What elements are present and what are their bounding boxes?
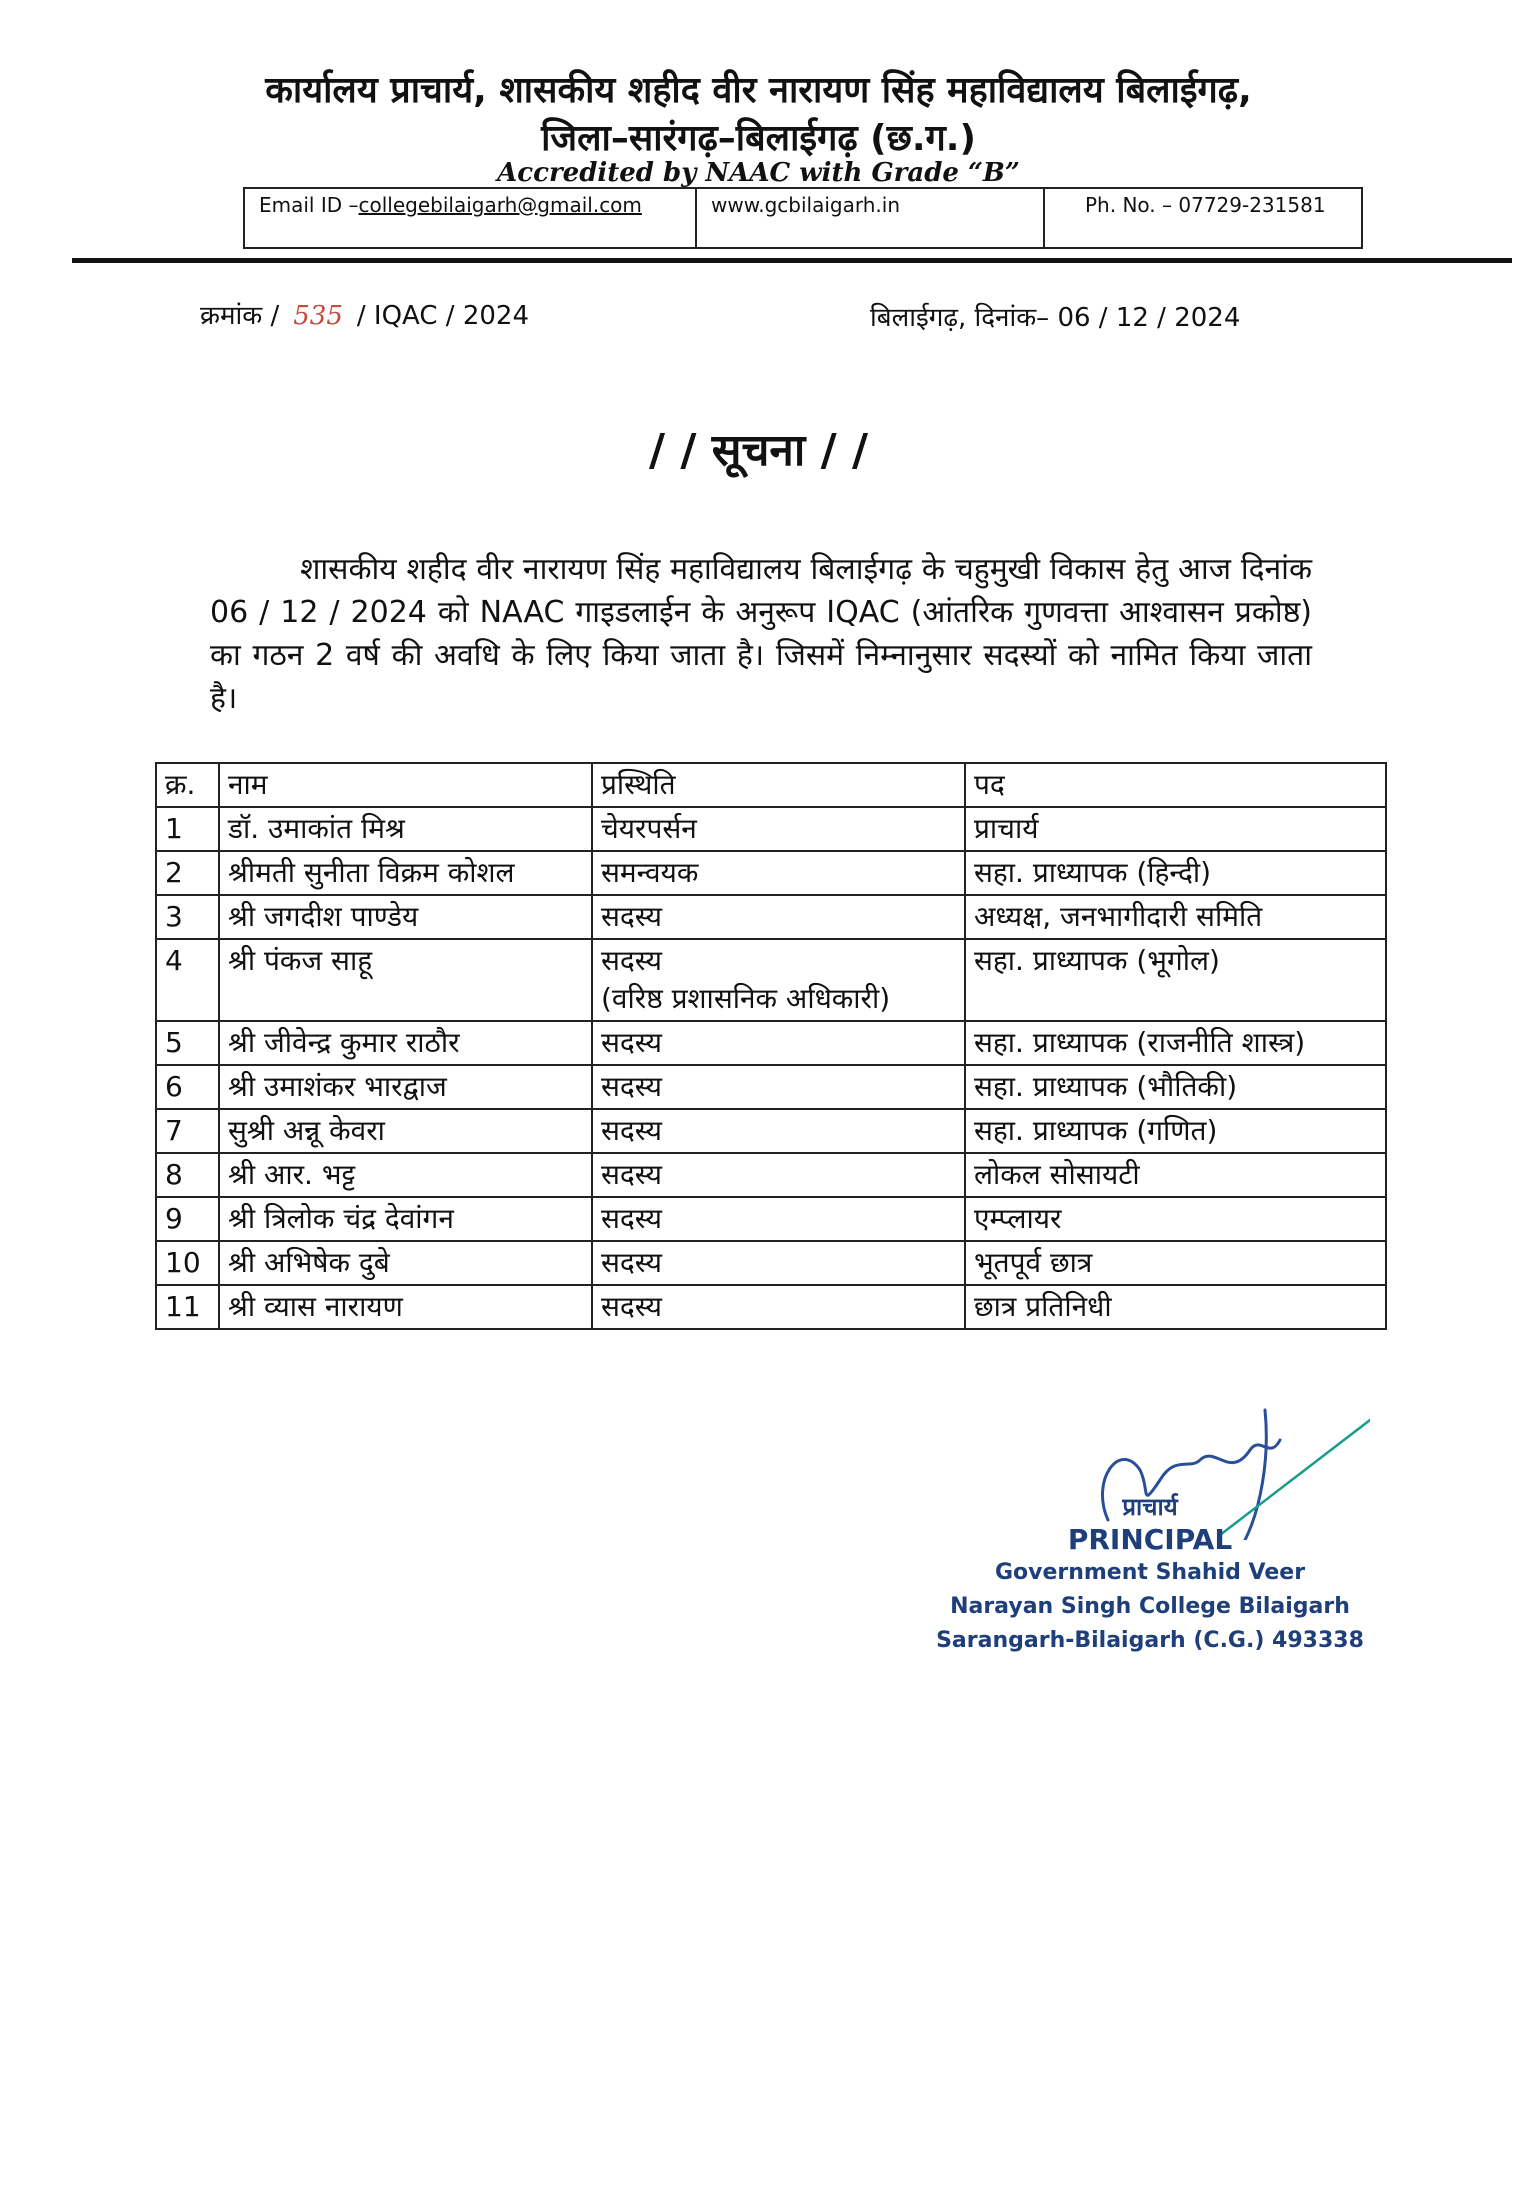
cell-name: श्री अभिषेक दुबे [219, 1241, 592, 1285]
stamp-hindi-title: प्राचार्य [1122, 1493, 1178, 1521]
cell-sn: 3 [156, 895, 219, 939]
cell-name: श्री जगदीश पाण्डेय [219, 895, 592, 939]
email-cell [245, 189, 695, 247]
cell-sn: 1 [156, 807, 219, 851]
cell-name: श्री त्रिलोक चंद्र देवांगन [219, 1197, 592, 1241]
cell-status: समन्वयक [592, 851, 965, 895]
accreditation-line: Accredited by NAAC with Grade “B” [497, 158, 1020, 188]
cell-name: सुश्री अन्नू केवरा [219, 1109, 592, 1153]
reference-prefix: क्रमांक / [200, 301, 280, 331]
cell-post: सहा. प्राध्यापक (गणित) [965, 1109, 1386, 1153]
stamp-title: PRINCIPAL [1067, 1523, 1233, 1556]
email-link[interactable]: collegebilaigarh@gmail.com [358, 193, 642, 217]
reference-date: बिलाईगढ़, दिनांक– 06 / 12 / 2024 [870, 303, 1241, 333]
phone-cell: Ph. No. – 07729-231581 [1043, 189, 1361, 247]
table-row [156, 807, 1386, 851]
cell-status: सदस्य [592, 1285, 965, 1329]
cell-status: सदस्य [592, 1153, 965, 1197]
cell-name: श्री जीवेन्द्र कुमार राठौर [219, 1021, 592, 1065]
table-row [156, 1285, 1386, 1329]
cell-status: सदस्य [592, 1241, 965, 1285]
table-header-row [156, 763, 1386, 807]
cell-status: चेयरपर्सन [592, 807, 965, 851]
cell-sn: 8 [156, 1153, 219, 1197]
header-name: नाम [219, 763, 592, 807]
cell-post: प्राचार्य [965, 807, 1386, 851]
cell-sn: 6 [156, 1065, 219, 1109]
stamp-line3: Sarangarh-Bilaigarh (C.G.) 493338 [936, 1628, 1364, 1653]
cell-name: श्री उमाशंकर भारद्वाज [219, 1065, 592, 1109]
office-title-line1: कार्यालय प्राचार्य, शासकीय शहीद वीर नारायण सिंह महाविद्यालय बिलाईगढ़, [265, 70, 1252, 111]
header-sn: क्र. [156, 763, 219, 807]
reference-number [200, 296, 529, 332]
cell-sn: 9 [156, 1197, 219, 1241]
cell-sn: 7 [156, 1109, 219, 1153]
cell-sn: 4 [156, 939, 219, 1021]
cell-status: सदस्य [592, 895, 965, 939]
cell-name: श्री व्यास नारायण [219, 1285, 592, 1329]
cell-post: लोकल सोसायटी [965, 1153, 1386, 1197]
cell-sn: 2 [156, 851, 219, 895]
cell-sn: 5 [156, 1021, 219, 1065]
table-row [156, 1065, 1386, 1109]
cell-post: अध्यक्ष, जनभागीदारी समिति [965, 895, 1386, 939]
website-cell[interactable]: www.gcbilaigarh.in [695, 189, 1043, 247]
table-row [156, 1109, 1386, 1153]
cell-sn: 10 [156, 1241, 219, 1285]
reference-suffix: / IQAC / 2024 [356, 301, 529, 331]
notice-body: शासकीय शहीद वीर नारायण सिंह महाविद्यालय बिलाईगढ़ के चहुमुखी विकास हेतु आज दिनांक 06 / 12 / 2024 को NAAC गाइडलाईन के अनुरूप IQAC (आंतरिक गुणवत्ता आश्वासन प्रकोष्ठ) का गठन 2 वर्ष की अवधि के लिए किया जाता है। जिसमें निम्नानुसार सदस्यों को नामित किया जाता है। [210, 552, 1312, 716]
table-row [156, 895, 1386, 939]
cell-status [592, 939, 965, 1021]
cell-post: सहा. प्राध्यापक (भूगोल) [965, 939, 1386, 1021]
header-post: पद [965, 763, 1386, 807]
table-row [156, 1241, 1386, 1285]
cell-name: डॉ. उमाकांत मिश्र [219, 807, 592, 851]
reference-handwritten-number: 535 [293, 301, 343, 331]
cell-post: छात्र प्रतिनिधी [965, 1285, 1386, 1329]
cell-status-line2: (वरिष्ठ प्रशासनिक अधिकारी) [601, 982, 891, 1015]
cell-name: श्री आर. भट्ट [219, 1153, 592, 1197]
principal-stamp [920, 1490, 1380, 1658]
email-label: Email ID – [259, 193, 359, 217]
cell-post: सहा. प्राध्यापक (राजनीति शास्त्र) [965, 1021, 1386, 1065]
cell-post: भूतपूर्व छात्र [965, 1241, 1386, 1285]
contact-box [243, 187, 1363, 249]
cell-post: सहा. प्राध्यापक (भौतिकी) [965, 1065, 1386, 1109]
cell-status: सदस्य [592, 1197, 965, 1241]
table-row [156, 1197, 1386, 1241]
stamp-line2: Narayan Singh College Bilaigarh [950, 1594, 1350, 1619]
stamp-line1: Government Shahid Veer [994, 1560, 1306, 1585]
table-row [156, 939, 1386, 1021]
cell-status-line1: सदस्य [601, 944, 662, 977]
cell-post: एम्प्लायर [965, 1197, 1386, 1241]
table-row [156, 1153, 1386, 1197]
cell-post: सहा. प्राध्यापक (हिन्दी) [965, 851, 1386, 895]
table-row [156, 1021, 1386, 1065]
cell-sn: 11 [156, 1285, 219, 1329]
table-row [156, 851, 1386, 895]
header-divider [72, 258, 1512, 263]
cell-status: सदस्य [592, 1109, 965, 1153]
cell-status: सदस्य [592, 1021, 965, 1065]
office-title-line2: जिला–सारंगढ़–बिलाईगढ़ (छ.ग.) [541, 118, 976, 159]
notice-title: / / सूचना / / [648, 425, 869, 476]
members-table [155, 762, 1387, 1330]
cell-name: श्री पंकज साहू [219, 939, 592, 1021]
cell-status: सदस्य [592, 1065, 965, 1109]
header-status: प्रस्थिति [592, 763, 965, 807]
cell-name: श्रीमती सुनीता विक्रम कोशल [219, 851, 592, 895]
